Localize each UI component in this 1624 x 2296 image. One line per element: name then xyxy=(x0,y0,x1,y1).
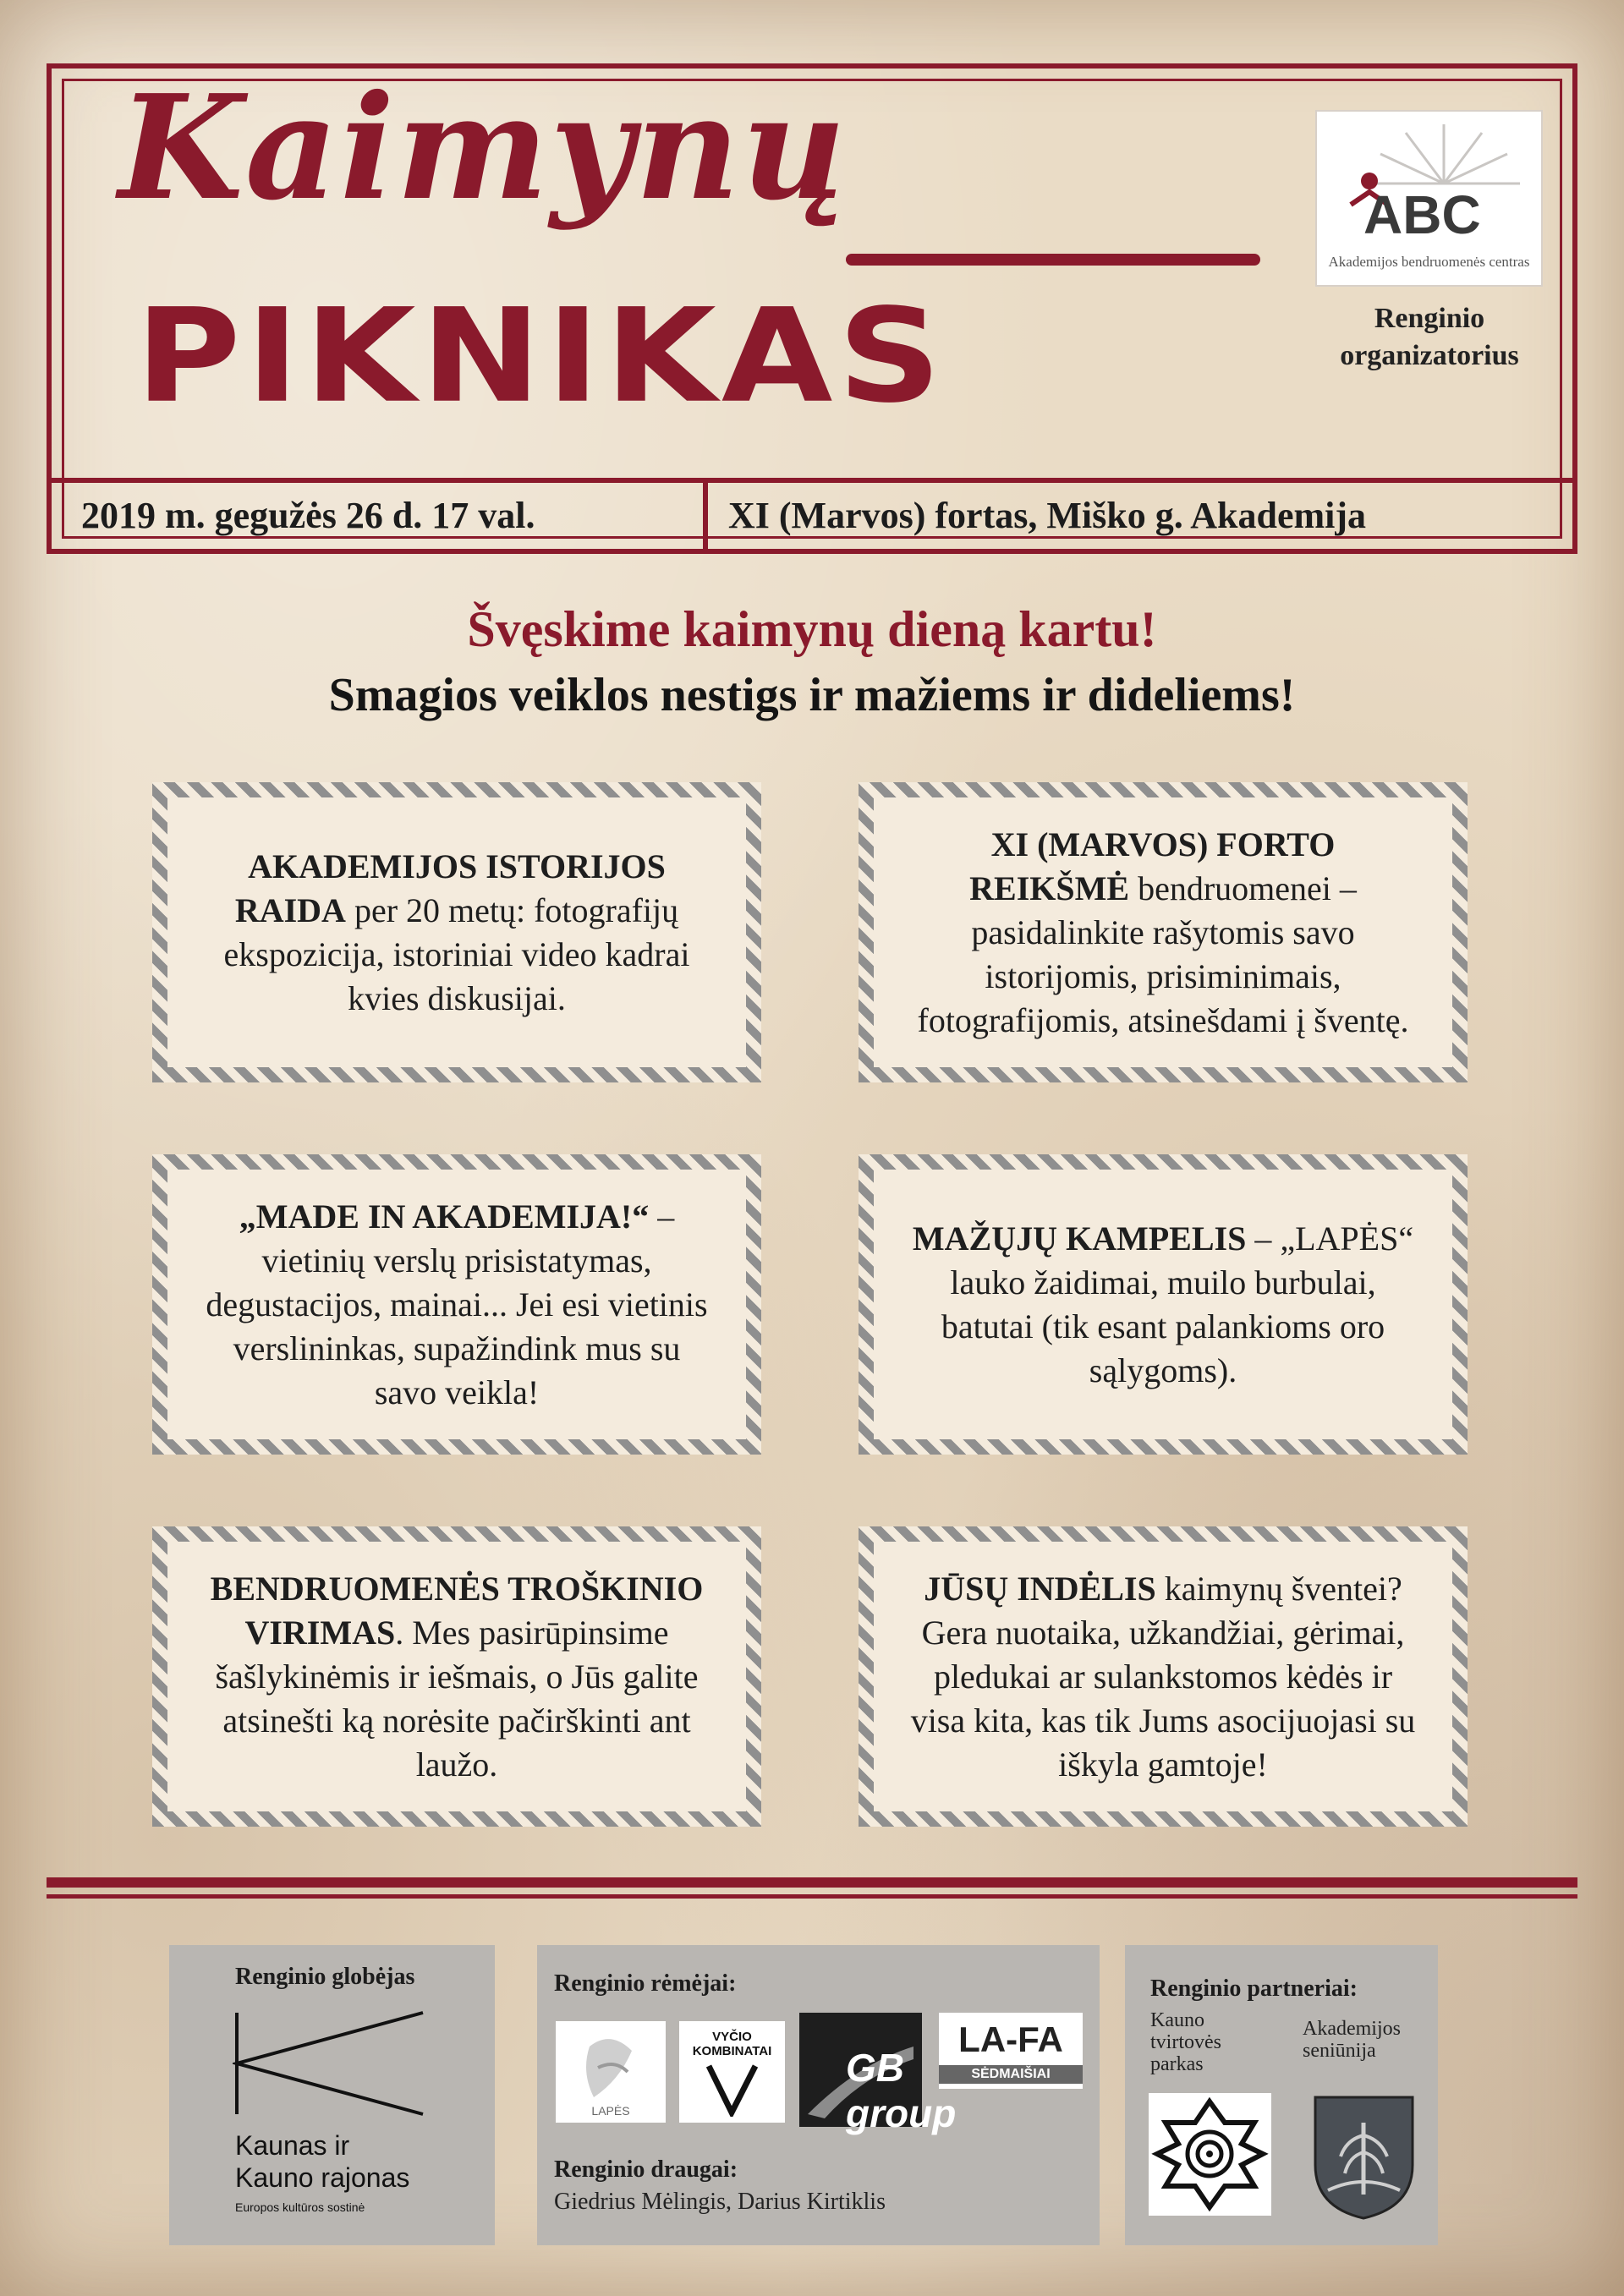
friends-names: Giedrius Mėlingis, Darius Kirtiklis xyxy=(554,2189,886,2215)
title-block: PIKNIKAS xyxy=(135,281,946,432)
v-mark-icon xyxy=(705,2062,760,2117)
partner-1-line3: parkas xyxy=(1150,2053,1204,2075)
sponsor-gb-text: GB group xyxy=(846,2046,957,2135)
kaunas-logo-icon xyxy=(233,2008,427,2118)
sponsor-lafa-text: LA-FA xyxy=(958,2019,1063,2059)
card-1-text: per 20 metų: fotografijų ekspozicija, istoriniai video kadrai kvies diskusijai. xyxy=(223,890,690,1017)
slogan-sub: Smagios veiklos nestigs ir mažiems ir dideliems! xyxy=(328,669,1296,721)
patron-name-line1: Kaunas ir xyxy=(235,2130,350,2161)
activity-card-5 xyxy=(152,1526,761,1827)
sponsor-lapes-text: LAPĖS xyxy=(591,2104,630,2118)
abc-logo xyxy=(1315,110,1543,287)
patron-name xyxy=(235,2129,409,2194)
patron-name-line2: Kauno rajonas xyxy=(235,2162,410,2193)
slogan-main: Švęskime kaimynų dieną kartu! xyxy=(467,601,1157,657)
activity-card-6 xyxy=(859,1526,1468,1827)
card-1-heading: AKADEMIJOS ISTORIJOS RAIDA xyxy=(234,847,666,929)
fortress-park-logo xyxy=(1149,2093,1271,2216)
footer-rule-thin xyxy=(47,1894,1577,1899)
card-4-text: – „LAPĖS“ lauko žaidimai, muilo burbulai, batutai (tik esant palankioms oro sąlygoms). xyxy=(941,1219,1414,1389)
abc-logo-text: ABC xyxy=(1363,184,1481,245)
sponsor-logo-gb xyxy=(799,2013,957,2135)
title-script: Kaimynų xyxy=(118,63,848,233)
card-2-text: bendruomenei – pasidalinkite rašytomis savo istorijomis, prisiminimais, fotografijomis, atsinešdami į šventę. xyxy=(917,869,1409,1039)
coat-of-arms-icon xyxy=(1311,2093,1417,2220)
organizer-label xyxy=(1307,300,1552,375)
patron-box xyxy=(169,1945,495,2245)
patron-label: Renginio globėjas xyxy=(235,1964,415,1990)
partner-2-line1: Akademijos xyxy=(1303,2018,1401,2040)
partner-1-line1: Kauno xyxy=(1150,2009,1204,2031)
sponsor-logo-lafa xyxy=(939,2013,1083,2089)
partners-label: Renginio partneriai: xyxy=(1150,1975,1358,2002)
card-2-heading: XI (MARVOS) FORTO REIKŠMĖ xyxy=(969,825,1336,907)
card-6-text: kaimynų šventei? Gera nuotaika, užkandžiai, gėrimai, pledukai ar sulankstomos kėdės ir visa kita, kas tik Jums asocijuojasi su iškyla gamtoje! xyxy=(910,1569,1416,1784)
sponsors-box xyxy=(537,1945,1100,2245)
card-3-text: – vietinių verslų prisistatymas, degustacijos, mainai... Jei esi vietinis verslininkas, supažindink mus su savo veikla! xyxy=(206,1197,708,1411)
card-6-heading: JŪSŲ INDĖLIS xyxy=(924,1569,1156,1608)
event-info-row xyxy=(47,478,1577,554)
patron-tagline: Europos kultūros sostinė xyxy=(235,2200,365,2214)
sponsor-logo-lapes xyxy=(556,2021,666,2123)
partner-1-line2: tvirtovės xyxy=(1150,2031,1221,2053)
organizer-label-line1: Renginio xyxy=(1374,303,1485,334)
card-5-text: . Mes pasirūpinsime šašlykinėmis ir iešmais, o Jūs galite atsinešti ką norėsite pačirškinti ant laužo. xyxy=(215,1613,699,1784)
card-4-heading: MAŽŲJŲ KAMPELIS xyxy=(912,1219,1247,1258)
sponsor-logo-vycio xyxy=(679,2021,785,2123)
activity-card-2 xyxy=(859,782,1468,1082)
activity-card-4 xyxy=(859,1154,1468,1455)
activity-card-1 xyxy=(152,782,761,1082)
akademija-coat-of-arms xyxy=(1311,2093,1417,2220)
partners-box xyxy=(1125,1945,1438,2245)
event-place: XI (Marvos) fortas, Miško g. Akademija xyxy=(728,495,1367,536)
activity-card-3 xyxy=(152,1154,761,1455)
title-underline xyxy=(846,254,1260,266)
partner-1-name xyxy=(1150,2009,1221,2075)
sponsor-lafa-sub: SĖDMAIŠIAI xyxy=(939,2065,1083,2084)
friends-label: Renginio draugai: xyxy=(554,2156,738,2183)
sponsors-label: Renginio rėmėjai: xyxy=(554,1970,737,1997)
sponsor-vycio-text: VYČIO KOMBINATAI xyxy=(692,2030,772,2058)
organizer-label-line2: organizatorius xyxy=(1340,340,1519,371)
info-divider xyxy=(703,483,708,549)
card-3-heading: „MADE IN AKADEMIJA!“ xyxy=(239,1197,650,1236)
partner-2-name xyxy=(1303,2018,1401,2062)
partner-2-line2: seniūnija xyxy=(1303,2040,1376,2062)
event-date: 2019 m. gegužės 26 d. 17 val. xyxy=(81,495,535,536)
card-5-heading: BENDRUOMENĖS TROŠKINIO VIRIMAS xyxy=(210,1569,704,1652)
abc-logo-subtitle: Akademijos bendruomenės centras xyxy=(1328,254,1530,270)
fortress-spiral-icon xyxy=(1149,2093,1271,2216)
footer-rule-thick xyxy=(47,1877,1577,1888)
